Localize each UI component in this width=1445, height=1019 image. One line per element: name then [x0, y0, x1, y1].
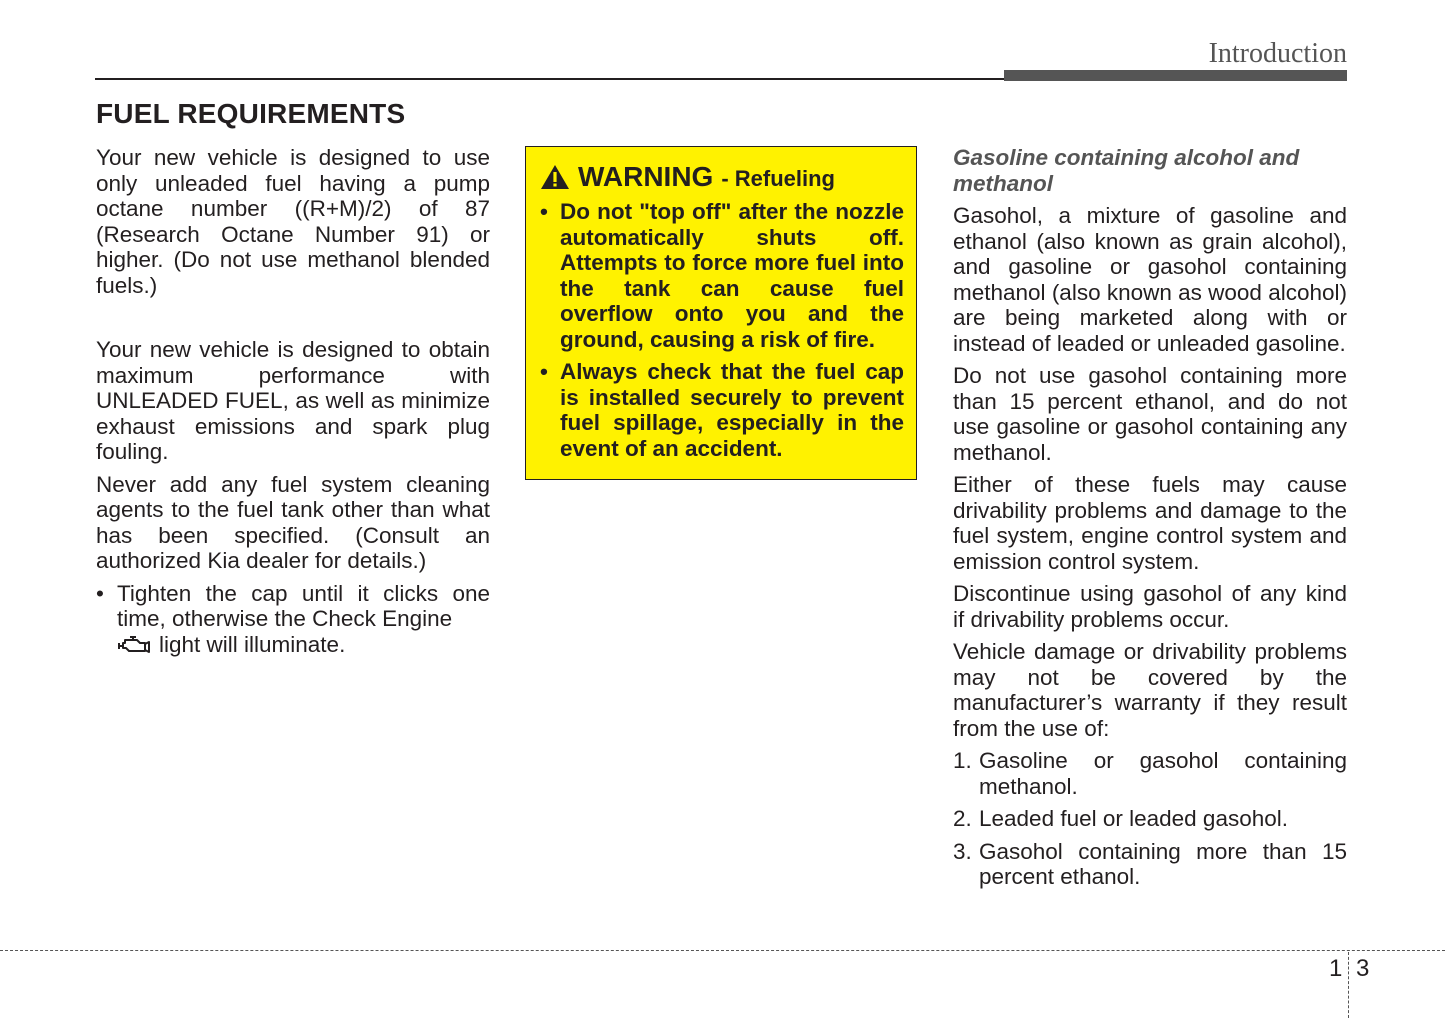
warning-bullet-marker: • — [540, 199, 548, 224]
paragraph-discontinue: Discontinue using gasohol of any kind if drivability problems occur. — [953, 581, 1347, 632]
warning-item-text: Always check that the fuel cap is installed securely to prevent fuel spillage, especially in the event of an accident. — [560, 359, 904, 461]
check-engine-icon — [117, 634, 153, 656]
header-accent-bar — [1004, 70, 1347, 81]
paragraph-gasohol: Gasohol, a mixture of gasoline and ethanol (also known as grain alcohol), and gasoline or gasohol containing methanol (also known as wood alcohol) are being marketed along with or instead of leaded or unleaded gasoline. — [953, 203, 1347, 356]
paragraph-octane: Your new vehicle is designed to use only unleaded fuel having a pump octane number ((R+M)/2) of 87 (Research Octane Number 91) or higher. (Do not use methanol blended fuels.) — [96, 145, 490, 298]
warning-subtitle: - Refueling — [721, 166, 835, 191]
list-item — [953, 839, 1347, 890]
warning-triangle-icon — [540, 164, 570, 190]
warning-box — [525, 146, 917, 480]
warning-item — [540, 199, 904, 352]
right-column — [953, 145, 1347, 897]
paragraph-ethanol-limit: Do not use gasohol containing more than 15 percent ethanol, and do not use gasoline or gasohol containing any methanol. — [953, 363, 1347, 465]
paragraph-performance: Your new vehicle is designed to obtain maximum performance with UNLEADED FUEL, as well as minimize exhaust emissions and spark plug fouling. — [96, 337, 490, 464]
list-number: 3. — [953, 838, 972, 864]
numbered-list — [953, 748, 1347, 890]
warning-bullet-marker: • — [540, 359, 548, 384]
list-item-text: Gasoline or gasohol containing methanol. — [979, 748, 1347, 799]
list-item — [953, 806, 1347, 832]
chapter-number: 1 — [1329, 955, 1343, 982]
paragraph-warranty: Vehicle damage or drivability problems may not be covered by the manufacturer’s warranty if they result from the use of: — [953, 639, 1347, 741]
warning-header — [540, 161, 904, 193]
left-column — [96, 145, 490, 657]
warning-title: WARNING — [578, 161, 714, 192]
list-item-text: Leaded fuel or leaded gasohol. — [979, 806, 1289, 831]
section-title: FUEL REQUIREMENTS — [96, 98, 406, 129]
bullet-marker: • — [96, 580, 104, 606]
paragraph-cleaning-agents: Never add any fuel system cleaning agents to the fuel tank other than what has been specified. (Consult an authorized Kia dealer for details.) — [96, 471, 490, 573]
paragraph-drivability: Either of these fuels may cause drivability problems and damage to the fuel system, engine control system and emission control system. — [953, 472, 1347, 574]
bullet-text: Tighten the cap until it clicks one time, otherwise the Check Engine — [117, 580, 490, 631]
page-number-divider — [1348, 952, 1349, 1018]
subheading-alcohol-methanol: Gasoline containing alcohol and methanol — [953, 145, 1300, 196]
list-number: 1. — [953, 748, 972, 773]
warning-item-text: Do not "top off" after the nozzle automatically shuts off. Attempts to force more fuel into the tank can cause fuel overflow onto you and the ground, causing a risk of fire. — [560, 199, 904, 352]
page-number: 3 — [1356, 955, 1370, 982]
list-item-text: Gasohol containing more than 15 percent ethanol. — [979, 838, 1347, 889]
bullet-tighten-cap — [96, 581, 490, 658]
warning-list — [540, 199, 904, 461]
header-rule — [95, 78, 1005, 80]
bullet-text-continued: light will illuminate. — [159, 631, 346, 657]
header-title: Introduction — [1208, 38, 1347, 69]
list-number: 2. — [953, 806, 972, 831]
warning-item — [540, 359, 904, 461]
footer-dashed-rule — [0, 950, 1445, 951]
paragraph-spacer — [96, 305, 490, 337]
list-item — [953, 748, 1347, 799]
